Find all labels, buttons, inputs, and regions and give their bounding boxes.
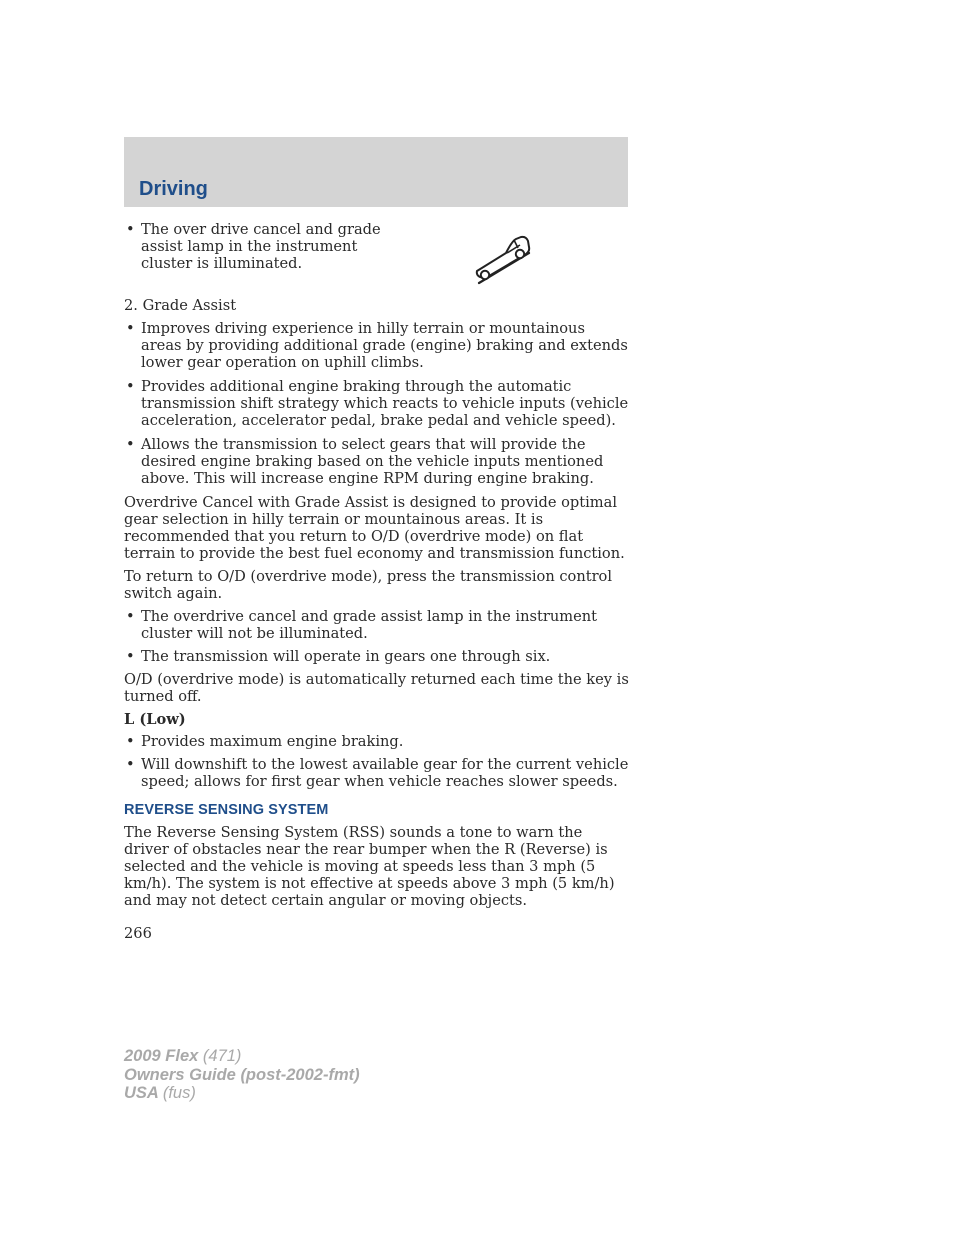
footer-line-1 [124,1047,360,1066]
page-number: 266 [124,925,152,942]
list-item: • Provides additional engine braking through the automatic transmission shift strategy which reacts to vehicle inputs (vehicle acceleration, accelerator pedal, brake pedal and vehicle speed). [124,378,630,429]
grade-assist-label: 2. Grade Assist [124,297,237,314]
footer-line-2: Owners Guide (post-2002-fmt) [124,1065,360,1084]
footer-market-code: (fus) [162,1084,196,1102]
footer-model: 2009 Flex [124,1047,199,1065]
section-header-band [124,137,628,207]
list-item: • Allows the transmission to select gears that will provide the desired engine braking based on the vehicle inputs mentioned above. This will increase engine RPM during engine braking. [124,436,630,487]
vehicle-on-incline-icon [474,227,534,285]
section-heading-rss: REVERSE SENSING SYSTEM [124,802,329,818]
document-footer [124,1047,360,1103]
paragraph: To return to O/D (overdrive mode), press the transmission control switch again. [124,568,613,602]
list-item: • Provides maximum engine braking. [124,733,630,750]
list-item: • Will downshift to the lowest available gear for the current vehicle speed; allows for first gear when vehicle reaches slower speeds. [124,756,630,790]
intro-bullet: • The over drive cancel and grade assist lamp in the instrument cluster is illuminated. [124,221,391,272]
footer-model-code: (471) [202,1047,242,1065]
footer-line-3 [124,1084,360,1103]
page-content [124,221,630,942]
list-item: • The transmission will operate in gears one through six. [124,648,630,665]
subheading-low: L (Low) [124,711,186,728]
list-item: • The overdrive cancel and grade assist lamp in the instrument cluster will not be illuminated. [124,608,630,642]
paragraph: The Reverse Sensing System (RSS) sounds a tone to warn the driver of obstacles near the rear bumper when the R (Reverse) is selected and the vehicle is moving at speeds less than 3 mph (5 km/h). The system is not effective at speeds above 3 mph (5 km/h) and may not detect certain angular or moving objects. [124,824,615,909]
footer-market: USA [124,1084,159,1102]
section-title: Driving [139,178,208,200]
paragraph: Overdrive Cancel with Grade Assist is designed to provide optimal gear selection in hilly terrain or mountainous areas. It is recommended that you return to O/D (overdrive mode) on flat terrain to provide the best fuel economy and transmission function. [124,494,625,562]
list-item: • Improves driving experience in hilly terrain or mountainous areas by providing additional grade (engine) braking and extends lower gear operation on uphill climbs. [124,320,630,371]
paragraph: O/D (overdrive mode) is automatically returned each time the key is turned off. [124,671,629,705]
intro-row [124,221,630,285]
